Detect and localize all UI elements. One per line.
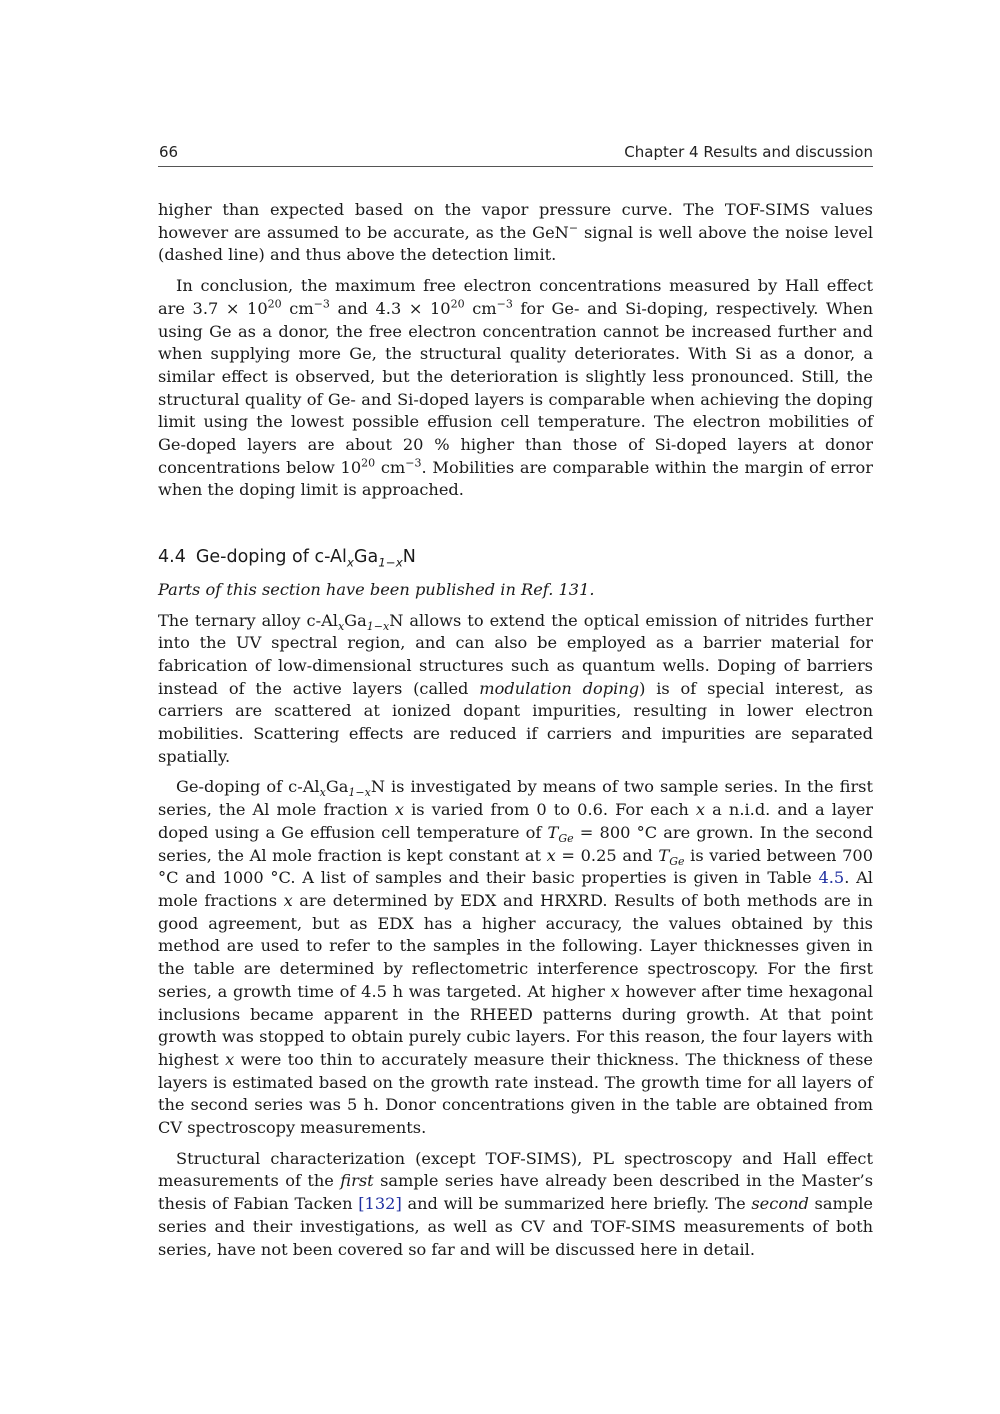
text-run: N is investigated by means of two sample series. In the first series, the Al mole fraction [158,777,873,820]
paragraph-ternary-alloy [158,610,873,769]
subscript: Ge [558,832,574,846]
superscript: −3 [405,456,422,470]
math-variable: T [547,822,559,842]
text-run: signal is well above the noise level (dashed line) and thus above the detection limit. [158,222,873,265]
text-run: The ternary alloy c-Al [158,610,338,630]
text-run: were too thin to accurately measure their thickness. The thickness of these layers is estimated based on the growth rate instead. The growth time for all layers of the second series was 5 h. Donor concentrations given in the table are obtained from CV spectroscopy measurements. [158,1049,873,1138]
subscript: 1−x [366,619,390,633]
text-run: is varied between 700 °C and 1000 °C. A list of samples and their basic properties is given in Table [158,845,873,888]
math-variable: x [695,800,706,820]
math-variable: x [610,981,620,1001]
math-variable: x [225,1049,235,1069]
text-run: is varied from 0 to 0.6. For each [404,800,696,820]
emphasis: second [751,1194,809,1214]
text-run: ) is of special interest, as carriers are scattered at ionized dopant impurities, resulting in lower electron mobilities. Scattering effects are reduced if carriers and impurities are separated spatially. [158,678,873,766]
text-run: Ga [325,777,349,797]
text-run: higher than expected based on the vapor pressure curve. The TOF-SIMS values however are assumed to be accurate, as the GeN [158,200,873,242]
subscript: Ge [669,854,685,868]
heading-text: Ga [353,547,379,568]
superscript: − [568,221,579,235]
superscript: 20 [267,297,282,311]
table-reference-link[interactable]: 4.5 [818,868,845,888]
math-variable: T [658,845,670,865]
text-run: and 4.3 × 10 [329,298,451,318]
text-run: Ge-doping of c-Al [176,777,320,797]
math-variable: x [546,845,556,865]
paragraph-sample-series [158,776,873,1139]
text-run: N allows to extend the optical emission of nitrides further into the UV spectral region, and can also be employed as a barrier material for fabrication of low-dimensional structures such as quantum wells. Doping of barriers instead of the active layers (called [158,610,873,698]
text-body [158,199,873,1261]
text-run: sample series and their investigations, as well as CV and TOF-SIMS measurements of both series, have not been covered so far and will be discussed here in detail. [158,1194,873,1259]
text-run: a n.i.d. and a layer doped using a Ge effusion cell temperature of [158,800,874,842]
page-number: 66 [159,143,179,161]
text-run: Structural characterization (except TOF-SIMS), PL spectroscopy and Hall effect measurements of the [158,1148,873,1191]
text-run: Ga [344,610,367,630]
superscript: 20 [361,456,376,470]
subscript: x [337,619,345,633]
text-run: sample series have already been described in the Master’s thesis of Fabian Tacken [158,1171,874,1214]
paragraph-characterization [158,1148,873,1262]
math-variable: x [283,890,293,910]
superscript: −3 [313,297,330,311]
emphasis: modulation doping [479,678,640,698]
superscript: 20 [450,297,465,311]
text-run: = 0.25 and [555,845,659,865]
paragraph-conclusion [158,275,873,502]
subscript: x [319,786,326,800]
text-run: cm [375,457,406,477]
text-run: . Al mole fractions [158,868,873,910]
text-run: however after time hexagonal inclusions became apparent in the RHEED patterns during growth. At that point growth was stopped to obtain purely cubic layers. For this reason, the four layers with highest [158,981,873,1069]
section-number: 4.4 [158,547,186,568]
subscript: 1−x [348,786,371,800]
publication-note: Parts of this section have been published in Ref. 131. [158,579,595,599]
text-run: = 800 °C are grown. In the second series, the Al mole fraction is kept constant at [158,822,873,865]
text-run: for Ge- and Si-doping, respectively. When using Ge as a donor, the free electron concentration cannot be increased further and when supplying more Ge, the structural quality deteriorates. With Si as a donor, a similar effect is observed, but the deterioration is slightly less pronounced. Still, the structural quality of Ge- and Si-doped layers is comparable when achieving the doping limit using the lowest possible effusion cell temperature. The electron mobilities of Ge-doped layers are about 20 % higher than those of Si-doped layers at donor concentrations below 10 [158,298,874,477]
subscript: x [346,555,354,570]
text-run: cm [281,298,314,318]
page-header [158,142,873,167]
section-heading [158,546,873,569]
heading-text: N [402,547,416,568]
running-title: Chapter 4 Results and discussion [624,143,873,161]
emphasis: first [340,1171,374,1191]
math-variable: x [394,800,405,820]
text-run: and will be summarized here briefly. The [401,1194,752,1214]
text-run: In conclusion, the maximum free electron concentrations measured by Hall effect are 3.7 × 10 [158,276,873,318]
text-run: are determined by EDX and HRXRD. Results of both methods are in good agreement, but as EDX has a higher accuracy, the values obtained by this method are used to refer to the samples in the following. Layer thicknesses given in the table are determined by reflectometric interference spectroscopy. For the first series, a growth time of 4.5 h was targeted. At higher [158,890,873,1001]
citation-link[interactable]: [132] [358,1194,402,1214]
text-run: . Mobilities are comparable within the margin of error when the doping limit is approached. [158,457,873,500]
paragraph-vapor-pressure [158,199,873,267]
subscript: 1−x [378,555,403,570]
superscript: −3 [496,297,513,311]
text-run: cm [464,298,497,318]
heading-text: Ge-doping of c-Al [195,547,347,568]
